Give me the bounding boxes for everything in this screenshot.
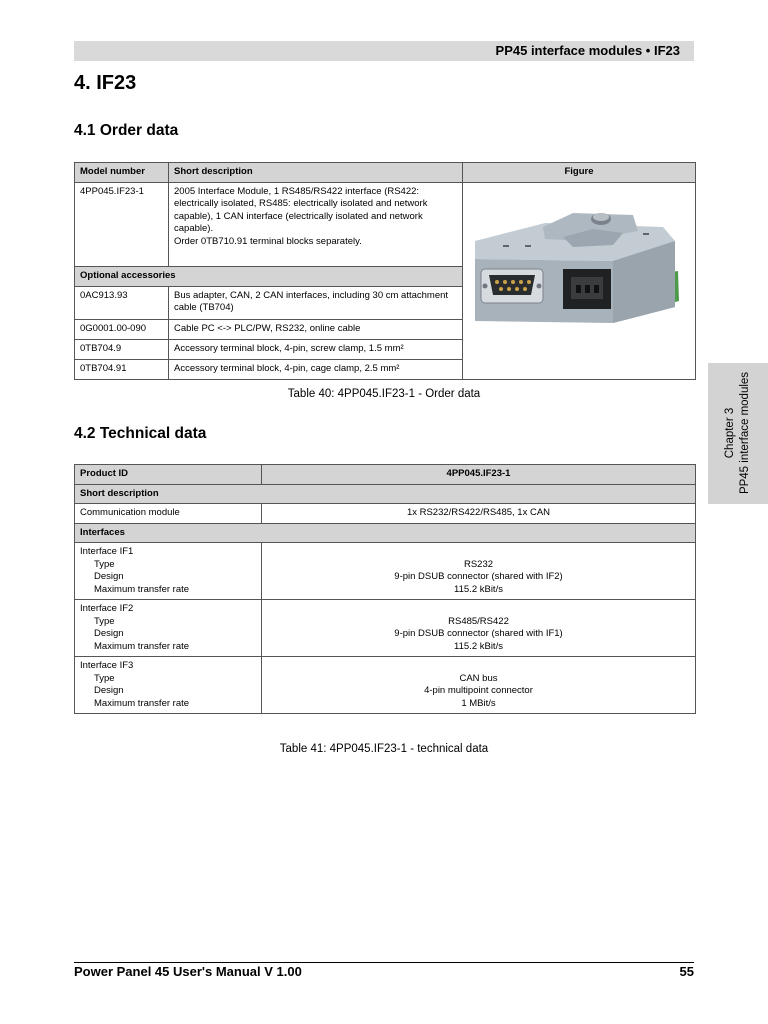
chapter-side-tab-text xyxy=(723,372,753,494)
interfaces-label: Interfaces xyxy=(75,523,696,543)
model-cell: 0AC913.93 xyxy=(75,286,169,319)
desc-cell xyxy=(169,182,463,266)
col-product-value: 4PP045.IF23-1 xyxy=(262,465,696,485)
design-value: 4-pin multipoint connector xyxy=(424,685,533,696)
model-cell: 0TB704.9 xyxy=(75,339,169,359)
design-label: Design xyxy=(94,628,124,639)
table-row xyxy=(75,504,696,524)
table-41-caption: Table 41: 4PP045.IF23-1 - technical data xyxy=(279,743,489,755)
type-label: Type xyxy=(94,672,115,684)
short-description-label: Short description xyxy=(75,484,696,504)
table-header-row xyxy=(75,465,696,485)
spec-label xyxy=(75,657,262,714)
model-cell: 4PP045.IF23-1 xyxy=(75,182,169,266)
desc-cell: Accessory terminal block, 4-pin, cage clamp, 2.5 mm² xyxy=(169,359,463,379)
chapter-side-tab xyxy=(708,363,768,504)
footer-rule xyxy=(74,962,694,963)
type-label: Type xyxy=(94,558,115,570)
design-value: 9-pin DSUB connector (shared with IF1) xyxy=(394,628,563,639)
product-figure xyxy=(463,182,696,380)
chapter-title: PP45 interface modules xyxy=(739,371,751,495)
interface-name: Interface IF3 xyxy=(80,660,134,671)
design-label: Design xyxy=(94,685,124,696)
col-product-id: Product ID xyxy=(75,465,262,485)
table-row xyxy=(75,600,696,657)
optional-accessories-label: Optional accessories xyxy=(75,266,463,286)
spec-value xyxy=(262,543,696,600)
interface-name: Interface IF1 xyxy=(80,546,134,557)
running-header xyxy=(74,41,694,61)
technical-data-table xyxy=(74,464,696,714)
desc-note: Order 0TB710.91 terminal blocks separately. xyxy=(174,235,362,247)
spec-label: Communication module xyxy=(75,504,262,524)
table-row xyxy=(75,543,696,600)
technical-data-heading: 4.2 Technical data xyxy=(74,425,207,442)
chapter-number: Chapter 3 xyxy=(724,407,736,459)
interface-module-image xyxy=(463,183,694,375)
footer-manual-title: Power Panel 45 User's Manual V 1.00 xyxy=(74,964,302,979)
running-header-title: PP45 interface modules • IF23 xyxy=(495,43,680,58)
table-header-row xyxy=(75,163,696,183)
col-figure: Figure xyxy=(463,163,696,183)
order-data-heading: 4.1 Order data xyxy=(74,122,179,139)
table-40-caption: Table 40: 4PP045.IF23-1 - Order data xyxy=(287,388,481,400)
table-row xyxy=(75,182,696,266)
design-label: Design xyxy=(94,571,124,582)
desc-cell: Accessory terminal block, 4-pin, screw clamp, 1.5 mm² xyxy=(169,339,463,359)
spec-value xyxy=(262,600,696,657)
spec-label xyxy=(75,600,262,657)
short-description-row xyxy=(75,484,696,504)
spec-value xyxy=(262,657,696,714)
rate-label: Maximum transfer rate xyxy=(94,640,190,652)
desc-cell: Cable PC <-> PLC/PW, RS232, online cable xyxy=(169,319,463,339)
table-row xyxy=(75,657,696,714)
order-data-table xyxy=(74,162,696,380)
col-short-description: Short description xyxy=(169,163,463,183)
model-cell: 0TB704.91 xyxy=(75,359,169,379)
rate-value: 1 MBit/s xyxy=(461,697,496,709)
page-number: 55 xyxy=(679,964,694,979)
design-value: 9-pin DSUB connector (shared with IF2) xyxy=(394,571,563,582)
interface-name: Interface IF2 xyxy=(80,603,134,614)
interfaces-row xyxy=(75,523,696,543)
type-value: RS232 xyxy=(463,558,494,570)
col-model-number: Model number xyxy=(75,163,169,183)
rate-label: Maximum transfer rate xyxy=(94,697,190,709)
desc-cell: Bus adapter, CAN, 2 CAN interfaces, including 30 cm attachment cable (TB704) xyxy=(169,286,463,319)
rate-value: 115.2 kBit/s xyxy=(454,640,503,652)
section-title: 4. IF23 xyxy=(74,72,137,94)
type-value: RS485/RS422 xyxy=(448,615,509,627)
rate-label: Maximum transfer rate xyxy=(94,583,190,595)
spec-label xyxy=(75,543,262,600)
model-cell: 0G0001.00-090 xyxy=(75,319,169,339)
type-value: CAN bus xyxy=(459,672,498,684)
rate-value: 115.2 kBit/s xyxy=(454,583,503,595)
spec-value: 1x RS232/RS422/RS485, 1x CAN xyxy=(262,504,696,524)
type-label: Type xyxy=(94,615,115,627)
desc-text: 2005 Interface Module, 1 RS485/RS422 interface (RS422: electrically isolated, RS485: electrically isolated and network capable), 1 CAN interface (electrically isolated and network capable). xyxy=(174,185,428,234)
